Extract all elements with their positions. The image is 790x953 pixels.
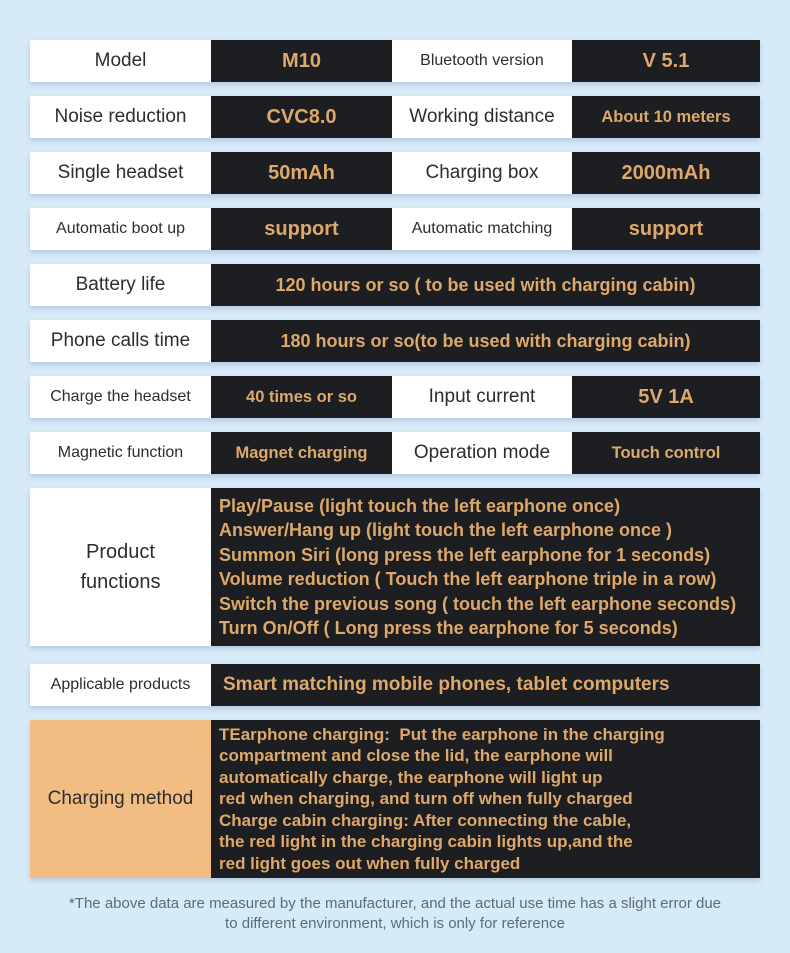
value-cell-magnetic-function — [211, 432, 392, 474]
label-cell-automatic-boot-up — [30, 208, 211, 250]
label-cell-charge-the-headset — [30, 376, 211, 418]
product-function-line: Volume reduction ( Touch the left earphone triple in a row) — [219, 569, 717, 589]
label-cell-noise-reduction — [30, 96, 211, 138]
value-single-headset: 50mAh — [268, 161, 335, 184]
spec-row-charging-method — [30, 720, 760, 878]
label-product-functions: Product functions — [80, 541, 161, 593]
label-cell-applicable-products — [30, 664, 211, 706]
label-cell-charging-box — [392, 152, 572, 194]
label-automatic-matching: Automatic matching — [411, 220, 553, 238]
product-function-line: Answer/Hang up (light touch the left earphone once ) — [219, 520, 673, 540]
label-charging-method: Charging method — [47, 787, 194, 809]
label-cell-working-distance — [392, 96, 572, 138]
spec-row-model — [30, 40, 760, 82]
label-phone-calls-time: Phone calls time — [50, 329, 191, 351]
value-cell-working-distance — [572, 96, 760, 138]
label-operation-mode: Operation mode — [413, 441, 551, 463]
product-function-line: Play/Pause (light touch the left earphone once) — [219, 495, 621, 516]
label-cell-operation-mode — [392, 432, 572, 474]
spec-row-magnetic-operation — [30, 432, 760, 474]
value-cell-charging-method — [211, 720, 760, 878]
value-operation-mode: Touch control — [611, 443, 721, 462]
value-magnetic-function: Magnet charging — [235, 443, 368, 462]
value-charge-the-headset: 40 times or so — [246, 387, 357, 406]
value-charging-box: 2000mAh — [621, 161, 711, 184]
label-bluetooth-version: Bluetooth version — [420, 52, 544, 70]
label-working-distance: Working distance — [409, 105, 555, 127]
value-input-current: 5V 1A — [638, 385, 694, 408]
value-cell-single-headset — [211, 152, 392, 194]
label-cell-automatic-matching — [392, 208, 572, 250]
value-cell-input-current — [572, 376, 760, 418]
spec-row-product-functions — [30, 488, 760, 646]
charging-method-line: the red light in the charging cabin lights up,and the — [219, 832, 633, 852]
spec-row-charge-input — [30, 376, 760, 418]
charging-method-line: TEarphone charging: Put the earphone in the charging — [219, 724, 665, 744]
label-cell-phone-calls-time — [30, 320, 211, 362]
disclaimer-line-1: *The above data are measured by the manufacturer, and the actual use time has a slight error due — [68, 895, 722, 912]
product-function-line: Summon Siri (long press the left earphone for 1 seconds) — [219, 544, 711, 565]
value-cell-bluetooth-version — [572, 40, 760, 82]
value-cell-charge-the-headset — [211, 376, 392, 418]
label-cell-magnetic-function — [30, 432, 211, 474]
value-model: M10 — [282, 49, 321, 72]
value-working-distance: About 10 meters — [601, 107, 731, 126]
label-charging-box: Charging box — [425, 161, 539, 183]
label-battery-life: Battery life — [75, 273, 166, 295]
spec-row-battery-capacity — [30, 152, 760, 194]
spec-row-noise-reduction — [30, 96, 760, 138]
charging-method-line: red when charging, and turn off when fully charged — [219, 789, 633, 809]
value-cell-automatic-boot-up — [211, 208, 392, 250]
label-charge-the-headset: Charge the headset — [50, 388, 191, 406]
value-cell-model — [211, 40, 392, 82]
product-function-line: Switch the previous song ( touch the left earphone seconds) — [219, 593, 737, 614]
value-cell-product-functions — [211, 488, 760, 646]
value-cell-applicable-products — [211, 664, 760, 706]
label-cell-single-headset — [30, 152, 211, 194]
label-magnetic-function: Magnetic function — [57, 444, 184, 462]
value-automatic-boot-up: support — [264, 217, 339, 240]
label-automatic-boot-up: Automatic boot up — [56, 220, 185, 238]
label-cell-input-current — [392, 376, 572, 418]
label-input-current: Input current — [428, 385, 536, 407]
value-cell-automatic-matching — [572, 208, 760, 250]
value-noise-reduction: CVC8.0 — [266, 105, 337, 128]
spec-row-phone-calls-time — [30, 320, 760, 362]
label-cell-product-functions — [30, 488, 211, 646]
value-cell-phone-calls-time — [211, 320, 760, 362]
label-cell-model — [30, 40, 211, 82]
label-cell-battery-life — [30, 264, 211, 306]
disclaimer — [30, 894, 760, 934]
charging-method-line: automatically charge, the earphone will light up — [219, 767, 603, 787]
value-cell-operation-mode — [572, 432, 760, 474]
label-single-headset: Single headset — [57, 161, 184, 183]
spec-row-applicable-products — [30, 664, 760, 706]
label-cell-bluetooth-version — [392, 40, 572, 82]
product-function-line: Turn On/Off ( Long press the earphone for 5 seconds) — [219, 618, 678, 638]
charging-method-line: compartment and close the lid, the earphone will — [219, 746, 613, 766]
value-automatic-matching: support — [628, 217, 704, 240]
value-cell-charging-box — [572, 152, 760, 194]
spec-row-battery-life — [30, 264, 760, 306]
label-noise-reduction: Noise reduction — [54, 105, 187, 127]
value-battery-life: 120 hours or so ( to be used with charging cabin) — [275, 274, 696, 295]
value-cell-battery-life — [211, 264, 760, 306]
charging-method-line: Charge cabin charging: After connecting the cable, — [219, 810, 632, 830]
label-model: Model — [94, 49, 147, 71]
charging-method-line: red light goes out when fully charged — [219, 853, 521, 873]
label-applicable-products: Applicable products — [50, 676, 191, 694]
label-cell-charging-method — [30, 720, 211, 878]
value-bluetooth-version: V 5.1 — [642, 49, 690, 72]
disclaimer-line-2: to different environment, which is only for reference — [225, 915, 565, 932]
value-phone-calls-time: 180 hours or so(to be used with charging cabin) — [280, 330, 691, 351]
value-cell-noise-reduction — [211, 96, 392, 138]
value-applicable-products: Smart matching mobile phones, tablet computers — [223, 674, 670, 695]
spec-row-automatic — [30, 208, 760, 250]
